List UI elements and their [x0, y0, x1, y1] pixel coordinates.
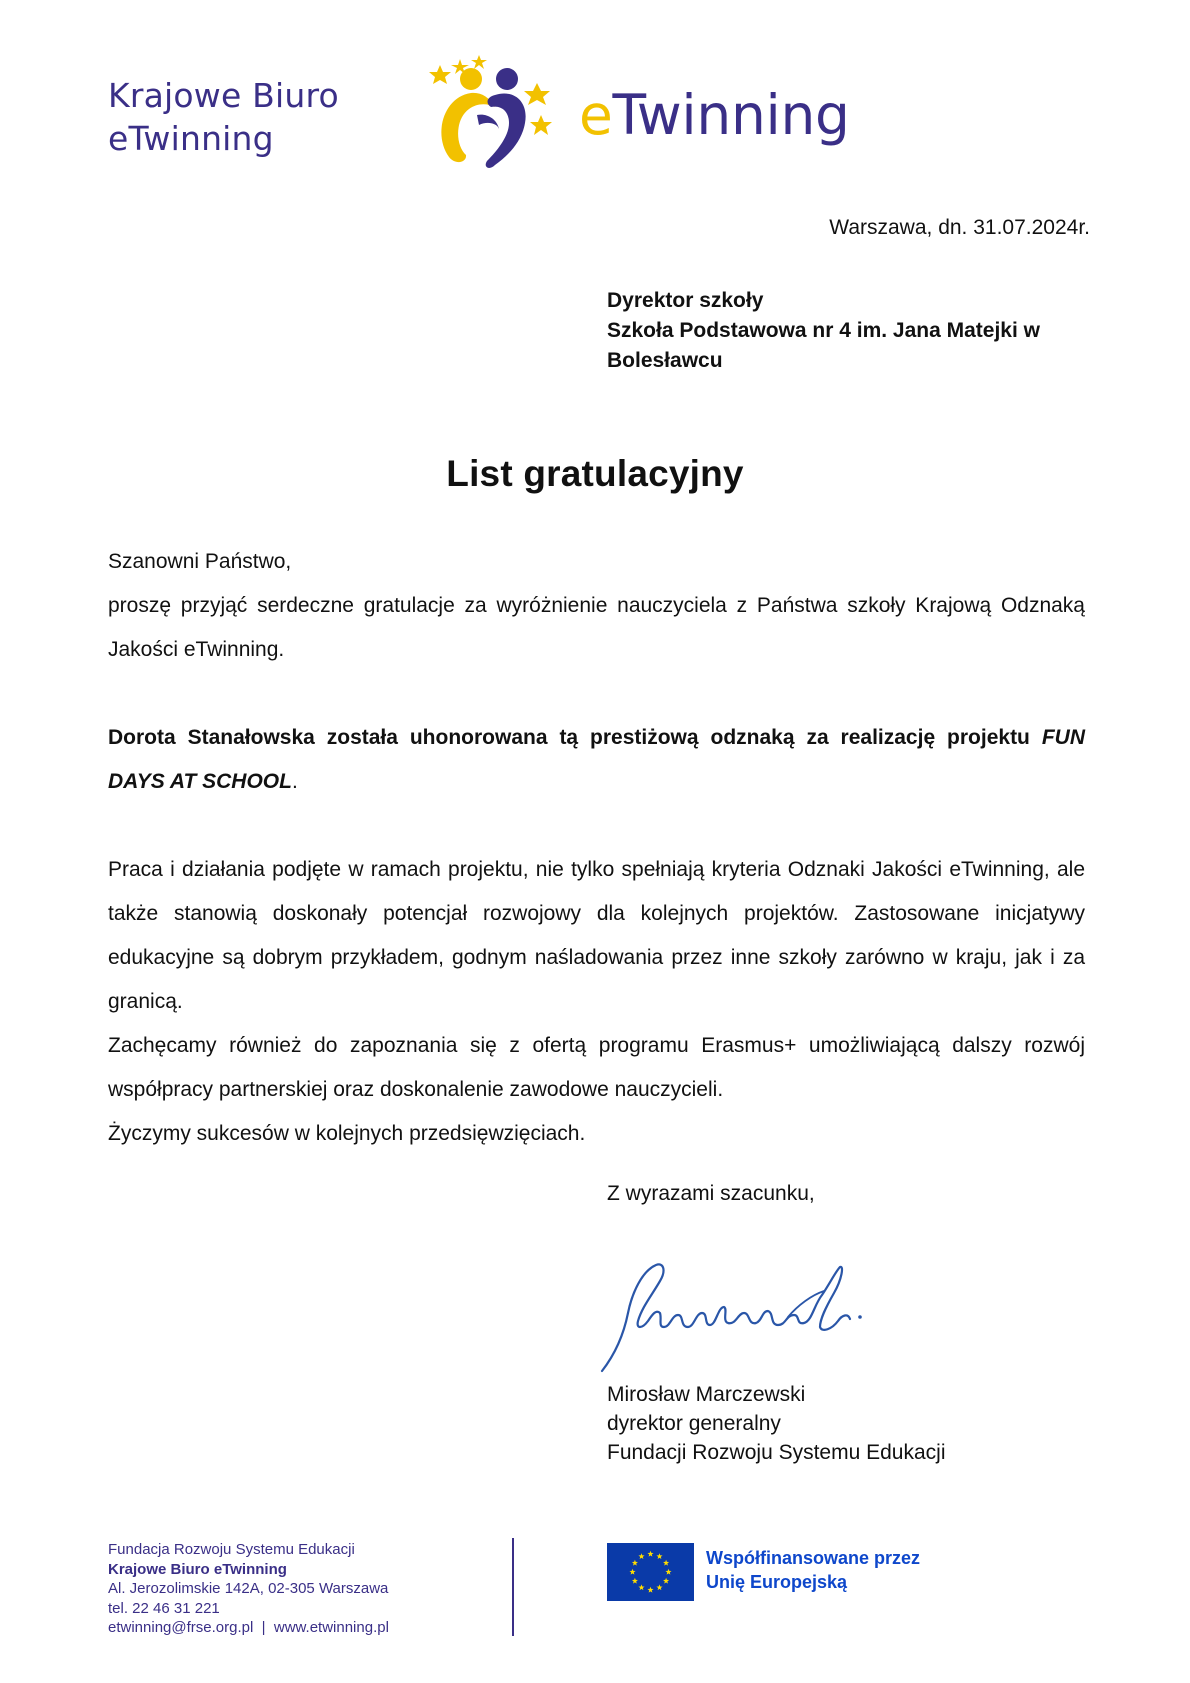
paragraph-project-quality: Praca i działania podjęte w ramach projektu, nie tylko spełniają kryteria Odznaki Jakości eTwinning, ale także stanowią doskonały potencjał rozwojowy dla kolejnych projektów. Zastosowane inicjatywy edukacyjne są dobrym przykładem, godnym naśladowania przez inne szkoły zarówno w kraju, jak i za granicą. — [108, 858, 1085, 1013]
office-title-line2: eTwinning — [108, 119, 274, 158]
footer-contact — [108, 1540, 389, 1638]
paragraph-wishes: Życzymy sukcesów w kolejnych przedsięwzięciach. — [108, 1122, 586, 1145]
recipient-line1: Dyrektor szkoły — [607, 289, 764, 312]
eu-cofunding-text — [706, 1546, 920, 1594]
recipient-line3: Bolesławcu — [607, 349, 723, 372]
handwritten-signature — [598, 1255, 868, 1375]
footer-office: Krajowe Biuro eTwinning — [108, 1560, 287, 1578]
letter-date: Warszawa, dn. 31.07.2024r. — [829, 216, 1090, 239]
project-name: FUN DAYS AT SCHOOL — [108, 726, 1085, 793]
award-text: Dorota Stanałowska została uhonorowana tą prestiżową odznaką za realizację projektu — [108, 726, 1042, 749]
eu-cofunding-line2: Unię Europejską — [706, 1572, 848, 1592]
footer-foundation: Fundacja Rozwoju Systemu Edukacji — [108, 1541, 355, 1558]
letter-body — [108, 540, 1085, 1156]
wordmark-rest: Twinning — [612, 83, 850, 147]
eu-cofunding-line1: Współfinansowane przez — [706, 1548, 921, 1568]
signer-position: dyrektor generalny — [607, 1412, 781, 1435]
footer-phone: tel. 22 46 31 221 — [108, 1599, 220, 1617]
office-title-line1: Krajowe Biuro — [108, 76, 339, 115]
greeting: Szanowni Państwo, — [108, 550, 292, 573]
paragraph-erasmus: Zachęcamy również do zapoznania się z ofertą programu Erasmus+ umożliwiającą dalszy rozwój współpracy partnerskiej oraz doskonalenie zawodowe nauczycieli. — [108, 1034, 1085, 1101]
etwinning-logo-icon — [425, 53, 580, 179]
paragraph-spacer — [108, 804, 1085, 848]
etwinning-wordmark — [579, 85, 850, 145]
footer-divider — [512, 1538, 514, 1636]
footer-email-website: etwinning@frse.org.pl | www.etwinning.pl — [108, 1619, 389, 1636]
footer-address: Al. Jerozolimskie 142A, 02-305 Warszawa — [108, 1580, 389, 1597]
paragraph-congratulations: proszę przyjąć serdeczne gratulacje za wyróżnienie nauczyciela z Państwa szkoły Krajową Odznaką Jakości eTwinning. — [108, 594, 1085, 661]
wordmark-letter-e: e — [579, 83, 613, 147]
award-period: . — [291, 770, 298, 793]
eu-flag-icon — [607, 1543, 694, 1601]
closing-phrase: Z wyrazami szacunku, — [607, 1182, 815, 1205]
letter-title: List gratulacyjny — [446, 453, 744, 494]
signer-name: Mirosław Marczewski — [607, 1383, 806, 1406]
office-title — [108, 74, 388, 160]
recipient-block — [607, 286, 1062, 376]
etwinning-logo — [425, 53, 855, 179]
signer-block — [607, 1380, 945, 1467]
paragraph-spacer — [108, 672, 1085, 716]
paragraph-award — [108, 716, 1085, 804]
recipient-line2: Szkoła Podstawowa nr 4 im. Jana Matejki w — [607, 319, 1040, 342]
signer-organization: Fundacji Rozwoju Systemu Edukacji — [607, 1441, 946, 1464]
